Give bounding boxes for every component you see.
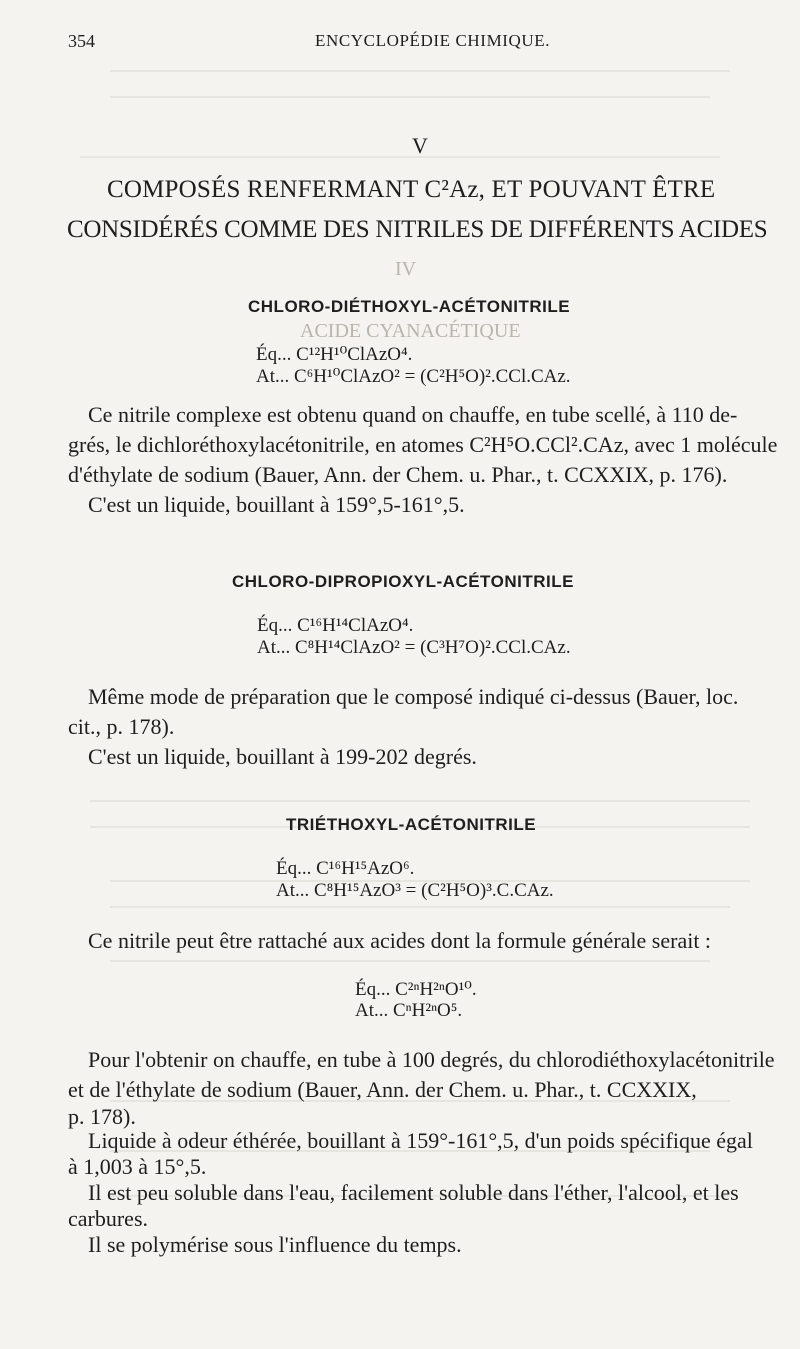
paragraph-line: carbures. <box>68 1206 149 1231</box>
general-formula-equivalent: Éq... C²ⁿH²ⁿO¹⁰. <box>355 979 477 1000</box>
formula-atomic: At... C⁸H¹⁴ClAzO² = (C³H⁷O)².CCl.CAz. <box>257 637 571 658</box>
section-heading: CHLORO-DIÉTHOXYL-ACÉTONITRILE <box>248 297 571 316</box>
paragraph-line: d'éthylate de sodium (Bauer, Ann. der Chem. u. Phar., t. CCXXIX, p. 176). <box>68 462 728 487</box>
general-formula-atomic: At... CⁿH²ⁿO⁵. <box>355 1000 463 1021</box>
section-heading: TRIÉTHOXYL-ACÉTONITRILE <box>286 815 537 834</box>
paragraph-line: Il est peu soluble dans l'eau, facilement soluble dans l'éther, l'alcool, et les <box>88 1180 739 1205</box>
page-number: 354 <box>68 31 95 51</box>
chapter-numeral: V <box>412 133 428 158</box>
running-title: ENCYCLOPÉDIE CHIMIQUE. <box>315 31 551 50</box>
paragraph-line: C'est un liquide, bouillant à 199-202 degrés. <box>88 744 477 769</box>
paragraph-line: cit., p. 178). <box>68 714 175 739</box>
formula-equivalent: Éq... C¹⁶H¹⁵AzO⁶. <box>276 858 415 879</box>
paragraph-line: et de l'éthylate de sodium (Bauer, Ann. der Chem. u. Phar., t. CCXXIX, <box>68 1077 697 1102</box>
formula-equivalent: Éq... C¹⁶H¹⁴ClAzO⁴. <box>257 615 414 636</box>
paragraph-line: Ce nitrile complexe est obtenu quand on chauffe, en tube scellé, à 110 de- <box>88 402 738 427</box>
section-heading: CHLORO-DIPROPIOXYL-ACÉTONITRILE <box>232 572 574 591</box>
paragraph-line: grés, le dichloréthoxylacétonitrile, en atomes C²H⁵O.CCl².CAz, avec 1 molécule <box>68 432 778 457</box>
paragraph-line: Même mode de préparation que le composé indiqué ci-dessus (Bauer, loc. <box>88 684 739 709</box>
chapter-title-line2: CONSIDÉRÉS COMME DES NITRILES DE DIFFÉRENTS ACIDES <box>67 216 768 243</box>
paragraph-line: p. 178). <box>68 1104 136 1129</box>
bleed-heading: IV <box>395 258 417 280</box>
bleed-subheading: ACIDE CYANACÉTIQUE <box>300 320 521 342</box>
paragraph-line: Ce nitrile peut être rattaché aux acides dont la formule générale serait : <box>88 928 712 953</box>
formula-equivalent: Éq... C¹²H¹⁰ClAzO⁴. <box>256 344 413 365</box>
paragraph-line: Il se polymérise sous l'influence du temps. <box>88 1232 462 1257</box>
formula-atomic: At... C⁸H¹⁵AzO³ = (C²H⁵O)³.C.CAz. <box>276 880 554 901</box>
formula-atomic: At... C⁶H¹⁰ClAzO² = (C²H⁵O)².CCl.CAz. <box>256 366 571 387</box>
paragraph-line: à 1,003 à 15°,5. <box>68 1154 207 1179</box>
paragraph-line: Liquide à odeur éthérée, bouillant à 159°-161°,5, d'un poids spécifique égal <box>88 1128 753 1153</box>
paragraph-line: Pour l'obtenir on chauffe, en tube à 100 degrés, du chlorodiéthoxylacétonitrile <box>88 1047 775 1072</box>
paragraph-line: C'est un liquide, bouillant à 159°,5-161°,5. <box>88 492 465 517</box>
chapter-title-line1: COMPOSÉS RENFERMANT C²Az, ET POUVANT ÊTRE <box>107 176 716 203</box>
